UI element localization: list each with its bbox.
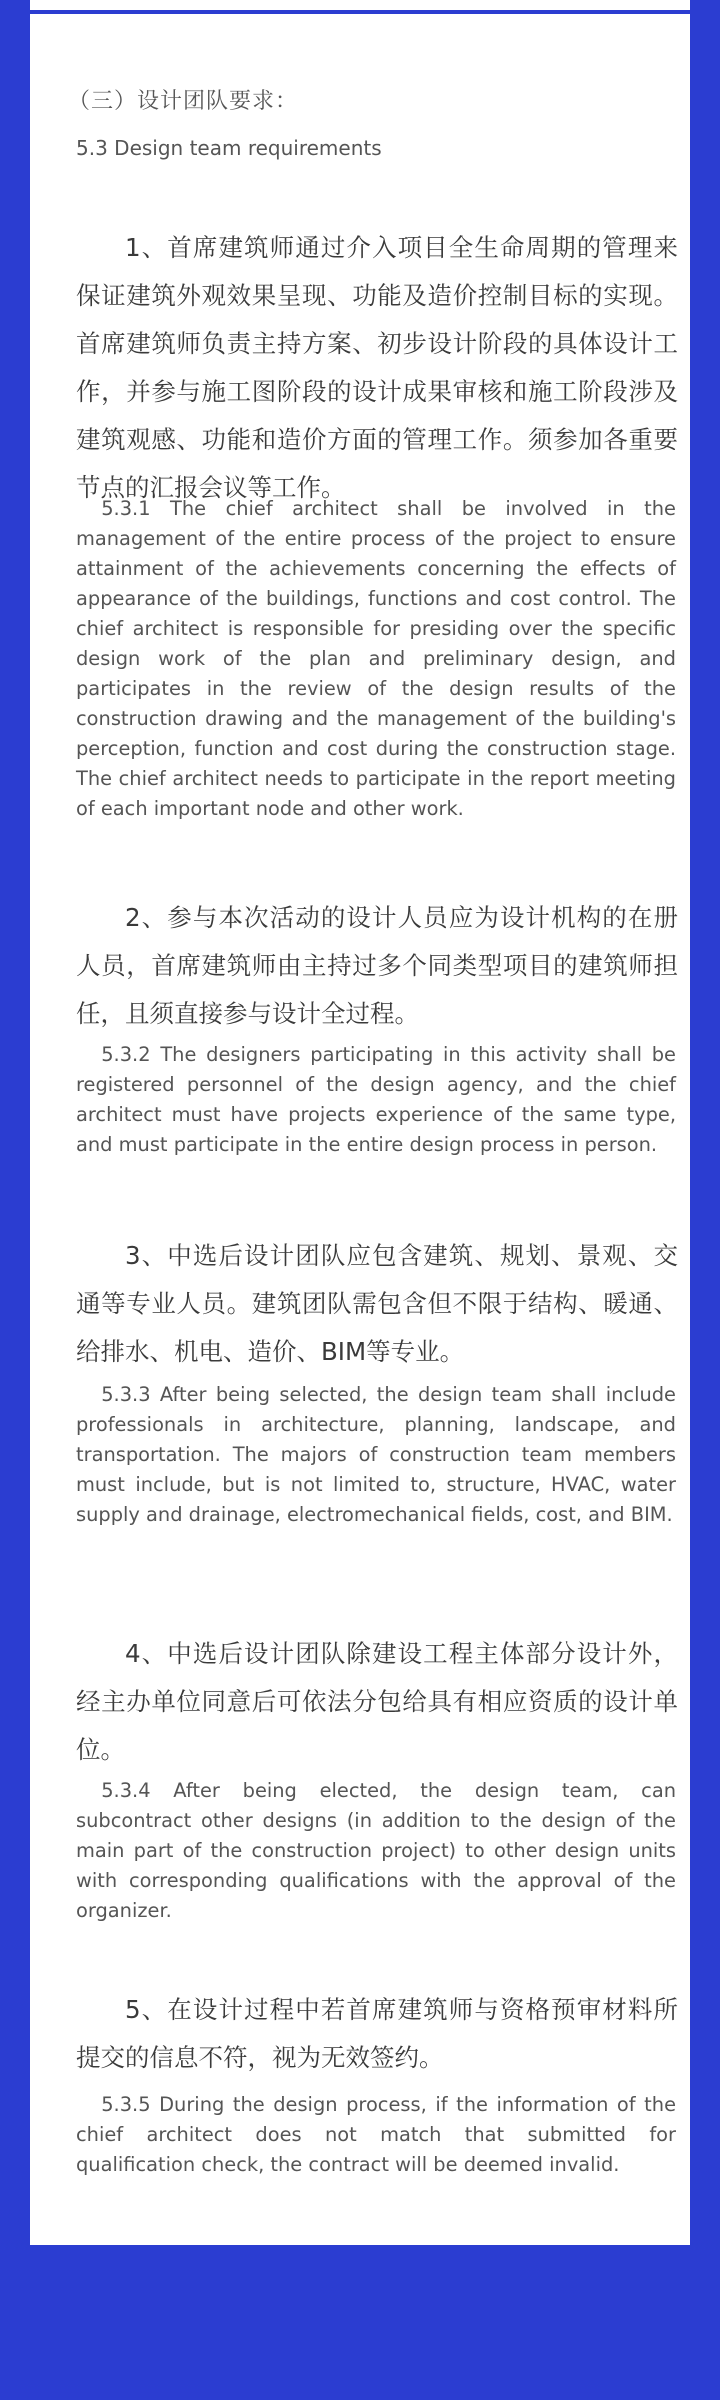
requirement-1-cn: 1、首席建筑师通过介入项目全生命周期的管理来保证建筑外观效果呈现、功能及造价控制目标的实现。首席建筑师负责主持方案、初步设计阶段的具体设计工作，并参与施工图阶段的设计成果审核和施工阶段涉及建筑观感、功能和造价方面的管理工作。须参加各重要节点的汇报会议等工作。 [76, 233, 678, 502]
requirement-2-cn: 2、参与本次活动的设计人员应为设计机构的在册人员，首席建筑师由主持过多个同类型项目的建筑师担任，且须直接参与设计全过程。 [76, 903, 678, 1028]
top-divider [30, 10, 690, 14]
requirement-2-en: 5.3.2 The designers participating in this activity shall be registered personnel of the design agency, and the chief architect must have projects experience of the same type, and must participate in the entire design process in person. [76, 1043, 676, 1156]
requirement-4-en: 5.3.4 After being elected, the design team, can subcontract other designs (in addition to the design of the main part of the construction project) to other design units with corresponding qualifications with the approval of the organizer. [76, 1779, 676, 1922]
requirement-5-cn: 5、在设计过程中若首席建筑师与资格预审材料所提交的信息不符，视为无效签约。 [76, 1995, 678, 2072]
section-heading-cn: （三）设计团队要求： [68, 89, 299, 114]
requirement-5-en: 5.3.5 During the design process, if the information of the chief architect does not match that submitted for qualification check, the contract will be deemed invalid. [76, 2093, 676, 2176]
requirement-4-cn: 4、中选后设计团队除建设工程主体部分设计外，经主办单位同意后可依法分包给具有相应资质的设计单位。 [76, 1639, 678, 1764]
content-panel [30, 0, 690, 2245]
requirement-1-en: 5.3.1 The chief architect shall be involved in the management of the entire process of the project to ensure attainment of the achievements concerning the effects of appearance of the buildings, functions and cost control. The chief architect is responsible for presiding over the specific design work of the plan and preliminary design, and participates in the review of the design results of the construction drawing and the management of the building's perception, function and cost during the construction stage. The chief architect needs to participate in the report meeting of each important node and other work. [76, 497, 676, 820]
requirement-3-en: 5.3.3 After being selected, the design team shall include professionals in architecture, planning, landscape, and transportation. The majors of construction team members must include, but is not limited to, structure, HVAC, water supply and drainage, electromechanical fields, cost, and BIM. [76, 1383, 676, 1526]
section-heading-en: 5.3 Design team requirements [76, 136, 382, 160]
requirement-3-cn: 3、中选后设计团队应包含建筑、规划、景观、交通等专业人员。建筑团队需包含但不限于结构、暖通、给排水、机电、造价、BIM等专业。 [76, 1241, 678, 1366]
